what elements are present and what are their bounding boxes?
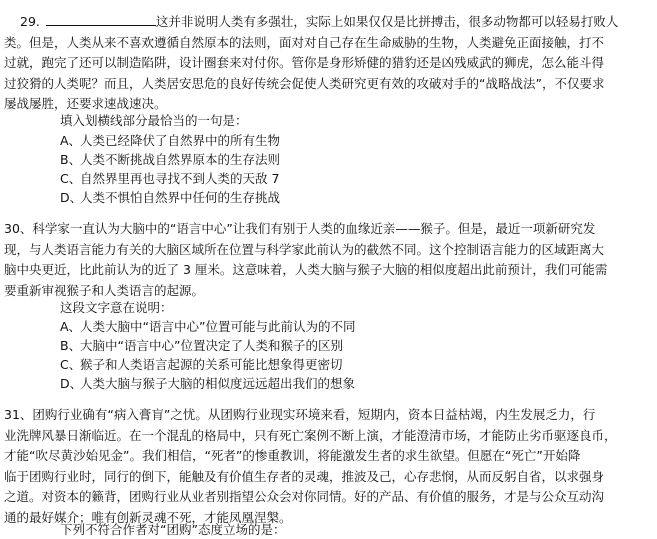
passage-line: 之道。对资本的籁背，团购行业从业者别指望公众会对你同情。好的产品、有价值的服务，才是与公众互动沟 — [4, 489, 605, 505]
passage-line: 现，与人类语言能力有关的大脑区域所在位置与科学家此前认为的截然不同。这个控制语言能力的区域距离大 — [4, 241, 605, 257]
question-number: 29. — [20, 14, 40, 29]
passage-line: 过就，跑完了还可以制造陷阱，设计圈套来对付你。管你是身形矫健的猎豹还是凶残威武的狮虎，怎么能斗得 — [4, 55, 605, 71]
option-a: A、人类大脑中“语言中心”位置可能与此前认为的不同 — [60, 319, 356, 334]
passage-line: 临于团购行业时，同行的倒下，能触及有价值生存者的灵魂，推波及己，心存悲悯，从而反躬自省，以求强身 — [4, 468, 605, 484]
option-d: D、人类大脑与猴子大脑的相似度远远超出我们的想象 — [60, 376, 356, 391]
passage-line: 30、科学家一直认为大脑中的“语言中心”让我们有别于人类的血缘近亲——猴子。但是，最近一项新研究发 — [4, 221, 596, 236]
question-31-passage — [4, 405, 638, 529]
question-29-passage — [4, 12, 638, 115]
passage-line: 29. 这并非说明人类有多强壮，实际上如果仅仅是比拼搏击，很多动物都可以轻易打败人 — [20, 14, 619, 29]
passage-line: 才能“吹尽黄沙始见金”。我们相信，“死者”的惨重教训，将能激发生者的求生欲望。但愿在“死亡”开始降 — [4, 448, 581, 464]
passage-line: 业洗牌风暴日渐临近。在一个混乱的格局中，只有死亡案例不断上演，才能澄清市场，才能防止劣币驱逐良币， — [4, 427, 617, 443]
passage-line: 通的最好媒介；唯有创新灵魂不死，才能凤凰涅槃。 — [4, 509, 292, 525]
question-30-prompt: 这段文字意在说明： — [60, 300, 173, 315]
fill-in-blank — [46, 13, 156, 26]
option-c: C、自然界里再也寻找不到人类的天敌 7 — [60, 171, 280, 186]
question-29-prompt: 填入划横线部分最恰当的一句是： — [60, 113, 248, 128]
passage-line: 31、团购行业确有“病入膏肓”之忧。从团购行业现实环境来看，短期内，资本日益枯竭，内生发展乏力，行 — [4, 407, 596, 422]
option-b: B、人类不断挑战自然界原本的生存法则 — [60, 152, 281, 167]
passage-line: 类。但是，人类从来不喜欢遵循自然原本的法则，面对对自己存在生命威胁的生物，人类避免正面接触，打不 — [4, 34, 605, 50]
passage-line: 过狡猾的人类呢？而且，人类居安思危的良好传统会促使人类研究更有效的攻破对手的“战略战法”，不仅要求 — [4, 75, 605, 91]
passage-line: 脑中央更近，比此前认为的近了 3 厘米。这意味着，人类大脑与猴子大脑的相似度超出此前预计，我们可能需 — [4, 262, 608, 278]
option-d: D、人类不惧怕自然界中任何的生存挑战 — [60, 190, 281, 205]
option-c: C、猴子和人类语言起源的关系可能比想象得更密切 — [60, 357, 343, 372]
passage-line: 屡战屡胜，还要求速战速决。 — [4, 96, 167, 112]
question-31-prompt: 下列不符合作者对“团购”态度立场的是： — [60, 522, 286, 537]
option-a: A、人类已经降伏了自然界中的所有生物 — [60, 133, 281, 148]
option-b: B、大脑中“语言中心”位置决定了人类和猴子的区别 — [60, 338, 343, 353]
passage-line: 要重新审视猴子和人类语言的起源。 — [4, 282, 205, 298]
question-30-passage — [4, 219, 638, 301]
